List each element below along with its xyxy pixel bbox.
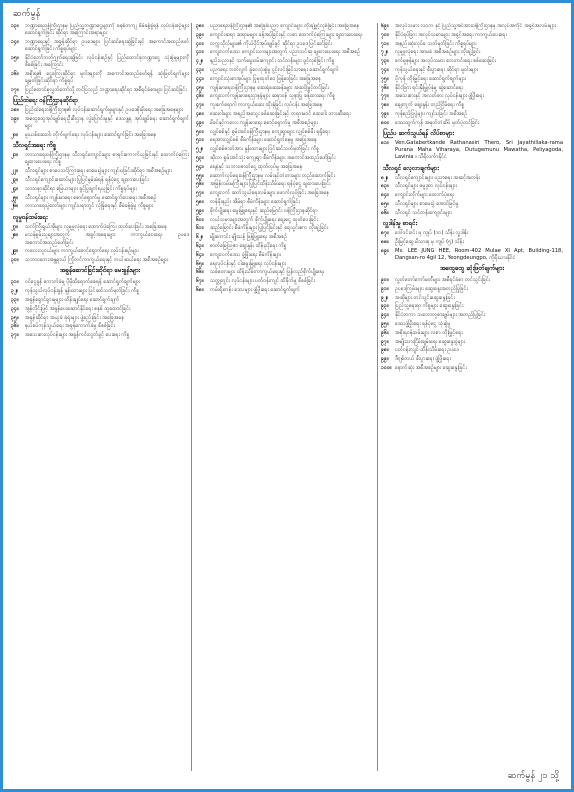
list-item [196,41,374,48]
item-number: ၅၆။ [196,181,204,188]
item-number: ၄၄။ [196,75,204,82]
item-text: လယ်သမားများအတွက် စိုက်ပျိုးရေး ချေးငွေ ထုတ်ပေးခြင်း [210,216,318,223]
list-item [196,137,374,144]
item-text: နည်းပညာနှင့် သက်မွေးဝမ်းကျောင်း သင်တန်းများ ဖွင့်လှစ်ခြင်း ကိစ္စ [210,58,335,65]
item-number: ၁၆။ [11,71,19,77]
item-text: သစ်တောများ ထိန်းသိမ်းကာကွယ်ရေးနှင့် ပြန်လည်စိုက်ပျိုးရေး [210,269,325,276]
item-number: ၃၆။ [11,323,19,330]
item-text: သီလရှင်များ စာမေးပွဲ အောင်မြင်မှု [395,200,459,207]
item-number: ၇၂။ [381,49,389,56]
item-number: ၃၇။ [11,332,19,339]
item-number: ၃၅။ [11,314,19,321]
item-text: သက်ကြီးရွယ်အိုများ လူမှုဖူလုံရေး ထောက်ပံ့ကြေး ထုတ်ပေးခြင်း အခြေအနေ [25,223,167,230]
list-item [381,58,563,65]
item-text: ရေလုပ်ငန်းနှင့် ငါးမွေးမြူရေး လုပ်ငန်းများ [210,260,286,267]
item-number: ၇၉။ [381,110,389,117]
item-text: လူမှုဖူလုံရေး အာမခံ အစီအစဉ်များ တိုးချဲ့ခြင်း [395,49,481,56]
item-number: ၇၆။ [381,84,389,91]
item-text: မျိုးကောင်း မျိုးသန့် ဖြန့်ဖြူးရေး အစီအစဉ် [210,234,288,241]
item-number: ၃၈။ [196,23,204,29]
list-item [381,286,563,293]
item-text: အလုပ်သမား လဝက နှင့် ပြည်သူ့အင်အားဝန်ကြီးဌာနမှ အလုပ်အကိုင် အခွင့်အလမ်းများ [395,23,556,29]
item-text: ကျေးလက်ဒေသ ဖွံ့ဖြိုးရေး စီမံကိန်းများ [210,251,282,258]
item-number: ၈၀။ [381,119,389,126]
item-text: စက်မှုဇုန်များ အလုပ်သမား ဘေးကင်းရေး စစ်ဆေးခြင်း [395,58,496,65]
item-number: ၇၄။ [381,66,389,73]
item-text: ကလေးသူငယ်များ ကာကွယ်စောင့်ရှောက်ရေး လုပ်ငန်းစဉ်များ [25,248,139,255]
item-number: ၁၄။ [11,39,19,45]
item-number: ၅၃။ [196,154,204,161]
list-item [196,129,374,136]
list-item [381,120,563,127]
list-item [11,332,189,339]
item-text: ဆည်မြောင်း စီမံကိန်းများ ပြုပြင်ခြင်းနှင့် ရေသွင်းဧက တိုးချဲ့ခြင်း [210,225,329,232]
item-text: ကျန်းမာရေးဝန်ကြီးဌာနမှ ဆေးရုံဆေးခန်းများ အဆင့်မြှင့်တင်ခြင်း [210,84,330,91]
list-item [11,23,189,37]
item-number: ၄၇။ [196,102,204,109]
column-divider [191,23,192,771]
item-number: ၂၈။ [11,232,19,239]
item-number: ၁၇။ [11,87,19,93]
item-text: အထွေထွေအုပ်ချုပ်ရေးဦးစီးဌာန လွှဲပြောင်းမှုနှင့် ဒေသန္တရ အုပ်ချုပ်ရေး ဆောင်ရွက်ချက်များ [25,116,189,130]
item-text: အမျိုးသားငြိမ်းချမ်းရေး ဆွေးနွေးပွဲများ [395,338,465,345]
item-text: ဘဏ္ဍာရေးဝန်ကြီးဌာနမှ ပြည်သူ့ဘဏ္ဍာငွေများကို စနစ်တကျ စီမံခန့်ခွဲရန် လုပ်ငန်းစဉ်များ ဆောင်ရွက်ခြင်း ဆိုင်ရာ အကြောင်းအရာများ [25,23,189,37]
column-2 [196,23,374,771]
item-number: ၃၂။ [11,288,19,295]
item-number: ၇၇။ [381,93,389,100]
list-item [11,257,189,264]
item-text: ပညာရေးဝန်ကြီးဌာန၏ အခြေခံပညာ ကျောင်းများ တိုးချဲ့ဖွင့်လှစ်ခြင်း အခြေအနေ [210,23,360,29]
column-1 [11,23,189,771]
item-text: Ms. LEE JUNG HEE, Room-402 Mulae XI Apt, Building-118, Dangsan-ro 4gil 12, Yeongdeungpo, ကိုရီးယားနိုင်ငံ [395,247,563,261]
column-divider [377,23,378,771]
list-item [196,269,374,276]
item-number: ၂၀။ [11,132,19,138]
item-number: ၆၃။ [196,242,204,249]
item-number: ၉၈။ [381,347,389,354]
item-number: ၂၁။ [11,152,19,159]
item-number: ၃၃။ [11,296,19,303]
list-item [196,58,374,65]
item-text: နိုင်ငံတကာ သဘောတူစာချုပ်များ အတည်ပြုခြင်း [395,312,486,319]
list-item [196,155,374,162]
item-number: ၅၇။ [196,190,204,197]
list-item [11,297,189,304]
item-text: ဈေးကွက် ဈေးနှုန်း တည်ငြိမ်ရေး ကိစ္စ [395,102,465,109]
item-number: ၁၃။ [11,23,19,29]
item-number: ၈၂။ [381,174,389,181]
item-text: တန်ဖိုးနည်း အိမ်ရာ စီမံကိန်းများ ဆောင်ရွက်ခြင်း [210,198,300,205]
item-text: အသေးစားနှင့် အလတ်စား လုပ်ငန်းများ ဖွံ့ဖြိုးရေး [395,93,484,100]
item-text: Ven.Gatabertkande Rathanasiri Thero, Sri Jayathillaka-rama Purana Maha Viharaya, Dutugemunu Mawatha, Peliyagoda, Lavinia ။ သီရိလင်္ကာနိုင်ငံ [395,139,563,161]
item-text: ဝင်ငွေခွန် ကောက်ခံမှု ပိုမိုထိရောက်စေရန် ဆောင်ရွက်ချက်များ [25,279,141,286]
item-text: အဆိုများ တင်သွင်းဆွေးနွေးခြင်း [395,294,455,301]
item-text: တက္ကသိုလ်များ၏ ကိုယ်ပိုင်အုပ်ချုပ်ခွင့် ဆိုင်ရာ ဥပဒေ ပြင်ဆင်ခြင်း [210,40,333,47]
list-item [196,190,374,197]
item-number: ၄၃။ [196,66,204,73]
item-number: ၁၉။ [11,116,19,122]
list-item [381,93,563,100]
item-text: အွန်လိုင်းဖြင့် အခွန်ပေးဆောင်နိုင်ရေး စနစ် ထူထောင်ခြင်း [25,305,131,312]
item-text: မူးယစ်ဆေးဝါး တိုက်ဖျက်ရေး လုပ်ငန်းများ ဆောင်ရွက်ခြင်း အခြေအနေ [25,132,157,138]
item-text: ဒေသဖွံ့ဖြိုးရေး ရန်ပုံငွေ သုံးစွဲမှု [395,320,451,327]
item-number: ၇၀။ [381,31,389,38]
section-heading: အခွန်ဆောင်ခြင်းဆိုင်ရာ မေးခွန်းများ [60,267,140,275]
section-heading: ပြည်ထဲရေး ဝန်ကြီးဌာနဆိုင်ရာ [13,97,79,105]
list-item [381,140,563,162]
item-number: ၂၇။ [11,223,19,230]
list-item [196,261,374,268]
item-number: ၂၂။ [11,168,18,175]
item-text: ကူးစက်ရောဂါ ကာကွယ်ဆေး ထိုးနှံခြင်း လုပ်ငန်း အခြေအနေ [210,102,323,109]
item-number: ၉၅။ [381,320,389,327]
entry-list [11,107,189,139]
item-text: အခွန်ရှောင်ရှားမှုများ ထိန်းချုပ်ရေး ဆောင်ရွက်ချက် [25,296,120,303]
list-item [11,195,189,202]
list-item [196,32,374,39]
item-number: ၃၀။ [11,257,19,264]
list-item [11,288,189,295]
list-item [381,32,563,39]
list-item [381,330,563,337]
list-item [381,277,563,284]
list-item [11,323,189,330]
section-heading: သီလရှင် လေ့လာချက်များ [383,164,439,172]
item-text: ကျေးလက် ဆက်သွယ်ရေးလမ်းများ ဖောက်လုပ်ခြင်း အခြေအနေ [210,190,330,197]
list-item [196,243,374,250]
item-text: ဆိုလာ စွမ်းအင်သုံး ကျေးရွာ စီမံကိန်းများ အကောင်အထည်ဖော်ခြင်း [210,154,336,161]
list-item [11,87,189,94]
item-text: ပြည်ထဲရေးဝန်ကြီးဌာန၏ လုပ်ငန်းဆောင်ရွက်မှုများနှင့် ဥပဒေစိုးမိုးရေး အခြေအနေများ [25,107,184,114]
item-number: ၆၈။ [196,286,204,293]
item-number: ၂၄။ [11,185,19,192]
list-item [381,76,563,83]
item-number: ၈၈။ [381,238,389,245]
list-item [381,321,563,328]
list-item [381,356,563,363]
item-text: ဒေသထွက်ကုန် အမှတ်တံဆိပ် မှတ်ပုံတင်ခြင်း [395,119,480,126]
item-number: ၅၉။ [196,207,204,214]
list-item [196,102,374,109]
item-text: ကုန်သွယ်လုပ်ငန်းခွန် နှုန်းထားများ ပြင်ဆင်သတ်မှတ်ခြင်း ကိစ္စ [25,288,140,295]
list-item [381,347,563,354]
entry-list [381,23,563,127]
item-number: ၄၅။ [196,84,204,91]
item-text: အစိုးရဝန်ထမ်းများ လစာ တိုးမြှင့်ရေး [395,329,463,336]
item-text: ကုန်စည်ပြပွဲများ ကျင်းပခြင်း အစီအစဉ် [395,110,468,117]
entry-list [381,277,563,372]
list-item [381,23,563,30]
item-number: ၆၄။ [196,251,204,258]
item-text: ဥပဒေကြမ်းများ ဆွေးနွေးအတည်ပြုခြင်း [395,285,468,292]
item-number: ၅၅။ [196,172,204,179]
item-text: အစိုးရ၏ ငွေကြေးဆိုင်ရာ မူဝါဒများကို အကောင်အထည်ဖော်ရန် ဆုံးဖြတ်ချက်များ ချမှတ်ခြင်းဆိုင်ရာ ကိစ္စရပ် [25,71,189,85]
list-item [381,230,563,237]
item-number: ၅၄။ [196,163,204,170]
list-item [196,111,374,118]
item-text: စိုက်ပျိုးရေး မွေးမြူရေးနှင့် ဆည်မြောင်း ဝန်ကြီးဌာနဆိုင်ရာ [210,207,318,214]
column-3 [381,23,563,771]
item-text: ဒေါ်ဝင်းဝင်း မှ ကျပ် (၁၀) သိန်း လှူဒါန်း [395,229,469,236]
list-item [11,232,189,246]
item-number: ၇၃။ [381,58,389,65]
item-number: ၁၀၀။ [381,364,392,371]
item-number: ၅၁။ [196,137,204,144]
page-footer: ဆက်မွန် ၂၁ သို့ [507,771,559,781]
entry-list [196,23,374,294]
item-number: ၈၃။ [381,183,389,190]
item-number: ၄၂။ [196,58,204,65]
item-text: ဘာသာရေးပွဲတော်များ ကျင်းပရာတွင် လုံခြုံရေးနှင့် စီမံခန့်ခွဲမှု ကိစ္စများ [25,203,154,210]
item-text: လျှပ်စစ်ဓာတ်အား နှုန်းထားများ ပြင်ဆင်သတ်မှတ်ခြင်း ကိစ္စ [210,146,319,153]
list-item [381,192,563,199]
list-item [381,85,563,92]
list-item [196,252,374,259]
item-number: ၉၉။ [381,356,389,363]
item-text: အနည်းဆုံးလုပ်ခ သတ်မှတ်ခြင်း ကိစ္စရပ်များ [395,40,477,47]
item-text: သီလရှင်ကျောင်းများ ပညာရေး အဆင့်အတန်း [395,174,480,181]
section-heading: လှူဒါန်းမှု စာရင်း [383,219,418,227]
item-number: ၂၃။ [11,177,19,183]
item-text: ပတ်ဝန်းကျင် ထိန်းသိမ်းရေး ဥပဒေ [395,347,459,354]
item-text: ဘဏ္ဍာရေးနှင့် အခွန်ဆိုင်ရာ ဥပဒေများ ပြင်ဆင်ရေးဆွဲခြင်းနှင့် အကောင်အထည်ဖော်ဆောင်ရွက်ခြင်း ကိစ္စရပ်များ [25,39,189,53]
list-item [196,23,374,30]
item-number: ၇၈။ [381,102,389,109]
list-item [196,146,374,153]
item-text: ဆေးဝါးများ အရည်အသွေး စစ်ဆေးခြင်းနှင့် တရားမဝင် ဆေးဝါး တားဆီးရေး [210,110,351,117]
item-number: ၅၂။ [196,146,204,153]
item-number: ၉၁။ [381,285,389,292]
item-number: ၆၁။ [196,225,204,232]
list-item [196,181,374,188]
list-item [196,278,374,285]
list-item [381,41,563,48]
list-item [11,306,189,313]
list-item [11,224,189,231]
item-text: သတ္တုတွင်း လုပ်ငန်းများ ပတ်ဝန်းကျင် ထိခိုက်မှု စိစစ်ခြင်း [210,278,315,285]
item-number: ၄၆။ [196,93,204,100]
list-item [11,152,189,166]
entry-list [11,224,189,265]
item-number: ၆၀။ [196,216,204,223]
item-number: ၈၅။ [381,200,389,207]
list-item [11,248,189,255]
list-item [11,55,189,69]
item-number: ၉၀။ [381,276,389,283]
item-text: နောက်ဆုံး အစီအစဉ်များ ဆွေးနွေးခြင်း [395,364,467,371]
list-item [381,248,563,262]
item-number: ၆၇။ [196,278,204,285]
item-number: ၅၀။ [196,128,204,135]
item-text: ကမ်းရိုးတန်း ဒေသများ ဖွံ့ဖြိုးရေး ဆောင်ရွက်ချက် [210,286,300,293]
item-text: လျှပ်စစ်နှင့် စွမ်းအင်ဝန်ကြီးဌာနမှ ကျေးရွာများ လျှပ်စစ်မီး ရရှိရေး [210,128,330,135]
list-item [196,225,374,232]
list-item [381,175,563,182]
item-text: သဘာဝဘေးအန္တရာယ် ကြိုတင်ကာကွယ်ရေးနှင့် ကယ်ဆယ်ရေး အစီအစဉ်များ [25,257,169,264]
entry-list [381,175,563,217]
section-heading: သီလရှင်အရေး ကိစ္စ [13,142,57,150]
item-number: ၄၀။ [196,40,204,47]
section-heading: ပြည်ပ ဆက်သွယ်ရန် လိပ်စာများ [383,129,454,137]
item-text: ပြည်သူ့ရေးရာ ကိစ္စများ ဆွေးနွေးခြင်း [395,303,464,310]
item-number: ၈၆။ [381,209,389,216]
item-text: ကျောင်းတိုက်များ ထောက်ပံ့ရေး [395,192,455,199]
list-item [196,85,374,92]
list-item [381,201,563,208]
item-number: ၇၅။ [381,75,389,82]
item-number: ၁၈။ [11,107,19,114]
item-number: ၄၈။ [196,110,204,117]
item-text: နိုင်ငံတော်ဘတ်ဂျက်ရေးဆွဲခြင်း လုပ်ငန်းစဉ်နှင့် ပြည်ထောင်စုဘဏ္ဍာငွေ သုံးစွဲမှုများကို စိစစ်ခြင်း အကြောင်း [25,55,189,69]
item-number: ၆၂။ [196,234,204,241]
item-text: ကျေးလက်ဒေသ ကျောင်းသားများအတွက် ပညာသင်ဆု ချထားပေးရေး အစီအစဉ် [210,49,361,56]
item-text: ဆောက်လုပ်ရေးဝန်ကြီးဌာနမှ လမ်းနှင့်တံတားများ တည်ဆောက်ခြင်း [210,172,335,179]
item-number: ၉၇။ [381,338,389,345]
item-text: သီလရှင်များ ကျန်းမာရေး စောင့်ရှောက်မှု ဆောင်ရွက်ပေးရေး အစီအစဉ် [25,194,157,201]
item-number: ၈၄။ [381,192,389,199]
list-item [11,71,189,85]
list-item [196,93,374,100]
item-number: ၃၉။ [196,31,204,38]
list-item [381,49,563,56]
list-item [196,173,374,180]
item-text: ကျောင်းသုံးစာအုပ်များ ပြုစုထုတ်ဝေ ဖြန့်ဝေခြင်း အခြေအနေ [210,75,321,82]
list-item [381,111,563,118]
list-item [11,279,189,286]
section-heading: အထွေထွေ ဆုံးဖြတ်ချက်များ [440,264,504,272]
item-text: ကျောင်းဆရာ ဆရာမများ ခန့်အပ်ခြင်းနှင့် လစာ ထောက်ပံ့ကြေးများ ချထားပေးရေး [210,31,363,38]
item-text: ဘာသာရေးဝန်ကြီးဌာနမှ သီလရှင်ကျောင်းများ စာရင်းကောက်ယူခြင်းနှင့် ထောက်ပံ့ကြေး ချထားပေးရေး ကိစ္စ [25,152,189,166]
list-item [196,67,374,74]
list-item [381,67,563,74]
list-item [11,203,189,210]
list-item [196,120,374,127]
list-item [196,199,374,206]
item-text: အသေးစားလုပ်ငန်းများ အခွန်ကင်းလွတ်ခွင့် ပေးရေး ကိစ္စ [25,332,130,339]
item-text: လွှတ်တော်ကော်မတီများ အစီရင်ခံစာ တင်သွင်းခြင်း [395,276,491,283]
item-number: ၆၆။ [196,269,204,276]
list-item [11,116,189,130]
item-text: ပြည်ထောင်စုလွှတ်တော်သို့ တင်ပြသည့် ဘဏ္ဍာရေးဆိုင်ရာ အစီရင်ခံစာများ ပြင်ဆင်ခြင်း [25,87,187,93]
item-number: ၆၉။ [381,23,389,29]
item-text: နိုင်ငံရပ်ခြား အလုပ်သမားများ အခွင့်အရေး ကာကွယ်ပေးရေး [395,31,507,38]
item-text: နယ်စပ်ကုန်သွယ်ရေး အခွန်ကောက်ခံမှု စိစစ်ခြင်း [25,323,115,330]
item-text: အခွန်ဆိုင်ရာ အယူခံ ခုံရုံးများ ဖွဲ့စည်းခြင်း အခြေအနေ [25,314,125,321]
item-number: ၃၄။ [11,305,19,312]
list-item [196,234,374,241]
list-item [196,217,374,224]
list-item [11,168,189,175]
list-item [381,339,563,346]
item-number: ၈၇။ [381,229,389,236]
item-number: ၂၉။ [11,248,19,255]
item-text: ဒီဂျစ်တယ် စီးပွားရေး ဖွံ့ဖြိုးရေး [395,356,451,363]
list-item [381,239,563,246]
item-text: မိခင်နှင့်ကလေး ကျန်းမာရေး စောင့်ရှောက်မှု အစီအစဉ်များ [210,119,318,126]
item-number: ၆၅။ [196,260,204,267]
item-text: ကျေးလက်ကျန်းမာရေးဌာနခွဲများ ဆရာဝန် သူနာပြု ခန့်ထားရေး ကိစ္စ [210,93,336,100]
item-number: ၂၆။ [11,203,19,210]
entry-list [11,152,189,210]
item-number: ၇၁။ [381,40,389,47]
item-text: မသန်စွမ်းသူများအတွက် အခွင့်အရေးများ ကာကွယ်ပေးရေး ဥပဒေ အကောင်အထည်ဖော်ခြင်း [25,232,189,246]
item-number: ၉၂။ [381,294,389,301]
item-text: သီလရှင် သင်တန်းကျောင်းများ [395,209,452,216]
list-item [381,183,563,190]
item-text: ပညာရေး ဘတ်ဂျက် ခွဲဝေသုံးစွဲမှု ပွင့်လင်းမြင်သာရေး ဆောင်ရွက်ချက် [210,66,339,73]
list-item [11,132,189,139]
item-text: သာသနာ့ဆိုင်ရာ မြေယာများ ခွင့်ပြုချက်ရယူခြင်း ကိစ္စရပ်များ [25,185,137,192]
item-text: ဦးမြင့်ဆွေ မိသားစု မှ ကျပ် (၅) သိန်း [395,238,464,245]
entry-list [381,230,563,262]
item-text: နိုင်ငံခြား ရင်းနှီးမြှုပ်နှံမှု ဆွဲဆောင်ရေး [395,84,464,91]
item-text: ပို့ကုန် တိုးမြှင့်ရေး ဆောင်ရွက်ချက်များ [395,75,466,82]
entry-list [381,140,563,162]
page-header: ဆက်မွန် [13,9,41,19]
item-number: ၁၅။ [11,55,19,61]
list-item [381,102,563,109]
item-number: ၄၁။ [196,49,204,56]
list-item [196,287,374,294]
item-number: ၉၄။ [381,312,389,319]
item-text: ရေအားလျှပ်စစ် စီမံကိန်းများ ဆောင်ရွက်နေမှု အခြေအနေ [210,137,317,144]
item-number: ၈၁။ [381,139,389,146]
list-item [381,210,563,217]
list-item [11,186,189,193]
section-heading: လူမှုဝန်ထမ်းရေး [13,213,48,221]
item-text: သီလရှင်များ စာပေသင်ကြားရေး စာမေးပွဲများ ကျင်းပခြင်းဆိုင်ရာ အစီအစဉ်များ [25,168,172,175]
list-item [196,164,374,171]
item-number: ၅၈။ [196,198,204,205]
item-text: ကုန်သွယ်ရေးနှင့် စီးပွားရေး ဆိုင်ရာ မူဝါဒများ [395,66,478,73]
entry-list [11,279,189,339]
item-number: ၉၃။ [381,303,389,310]
list-item [196,49,374,56]
list-item [196,76,374,83]
list-item [11,107,189,114]
item-text: ရေနံနှင့် သဘာဝဓာတ်ငွေ့ ထုတ်လုပ်မှု အခြေအနေ [210,163,303,170]
item-number: ၈၉။ [381,247,389,254]
item-number: ၉၆။ [381,329,389,336]
entry-list [11,23,189,94]
item-text: သီလရှင်ကျောင်းဆောင်များ ပြုပြင်မွမ်းမံရန် ရန်ပုံငွေ ချထားပေးခြင်း [25,177,149,183]
list-item [11,177,189,184]
list-item [381,312,563,319]
list-item [381,295,563,302]
item-number: ၃၁။ [11,279,19,286]
item-text: အမြန်လမ်းမကြီးများ ပြုပြင်ထိန်းသိမ်းရေး ရန်ပုံငွေ ချထားပေးခြင်း [210,181,331,188]
list-item [196,208,374,215]
item-number: ၂၅။ [11,194,19,201]
item-text: ဓာတ်မြေဩဇာ ဈေးနှုန်း ထိန်းညှိရေး ကိစ္စ [210,242,287,249]
list-item [11,315,189,322]
list-item [381,303,563,310]
item-text: သီလရှင်များ ဓမ္မဒူတ လုပ်ငန်းများ [395,183,457,190]
list-item [381,365,563,372]
item-number: ၄၉။ [196,119,204,126]
list-item [11,39,189,53]
